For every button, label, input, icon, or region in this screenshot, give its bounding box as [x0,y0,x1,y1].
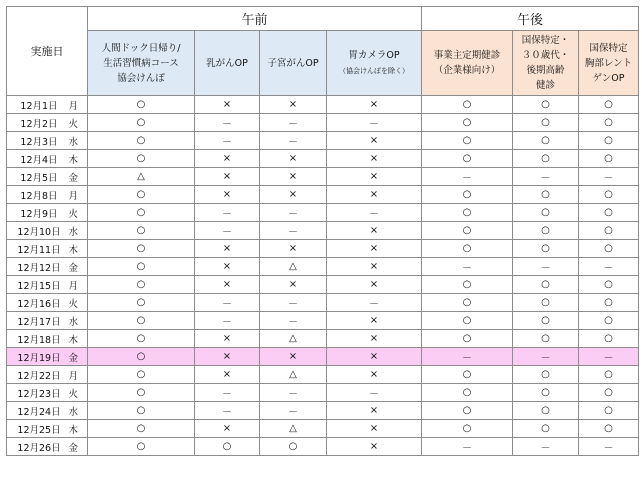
availability-cell: ○ [579,150,639,168]
availability-cell: × [260,150,327,168]
availability-cell: × [327,240,422,258]
table-row [7,402,639,420]
availability-cell: ○ [513,276,579,294]
schedule-table [6,6,639,456]
date-cell [7,438,88,456]
date-label: 12月16日 [17,298,61,310]
am-column-header-1 [195,31,260,96]
availability-cell: × [260,240,327,258]
availability-cell: － [579,438,639,456]
availability-cell: － [327,114,422,132]
weekday-label: 金 [68,262,78,274]
availability-cell: × [327,186,422,204]
availability-cell: ○ [88,222,195,240]
availability-cell: △ [260,258,327,276]
availability-cell: － [422,348,513,366]
date-cell [7,258,88,276]
weekday-label: 水 [68,406,78,418]
date-cell [7,114,88,132]
weekday-label: 月 [68,370,78,382]
column-header-line: ３０歳代・ [521,50,570,61]
availability-cell: ○ [88,366,195,384]
table-row [7,312,639,330]
weekday-label: 火 [68,388,78,400]
availability-cell: × [260,186,327,204]
availability-cell: ○ [422,402,513,420]
availability-cell: ○ [88,384,195,402]
weekday-label: 水 [68,226,78,238]
table-row [7,114,639,132]
availability-cell: ○ [88,132,195,150]
availability-cell: ○ [579,222,639,240]
availability-cell: ○ [513,204,579,222]
availability-cell: ○ [579,330,639,348]
availability-cell: ○ [513,114,579,132]
availability-cell: － [579,348,639,366]
availability-cell: ○ [422,312,513,330]
column-header-line: 生活習慣病コース [103,57,179,69]
availability-cell: ○ [88,276,195,294]
availability-cell: ○ [579,294,639,312]
column-header-line: 胃カメラOP [348,49,400,61]
availability-cell: － [195,204,260,222]
availability-cell: × [327,222,422,240]
availability-cell: － [195,294,260,312]
column-header-line: 乳がんOP [206,57,248,69]
availability-cell: ○ [513,294,579,312]
column-header-line: ゲンOP [592,72,625,84]
availability-cell: － [327,294,422,312]
am-group-header: 午前 [88,7,422,31]
availability-cell: － [195,222,260,240]
availability-cell: ○ [88,96,195,114]
date-cell [7,402,88,420]
availability-cell: × [195,96,260,114]
availability-cell: － [260,384,327,402]
date-label: 12月24日 [17,406,61,418]
availability-cell: ○ [579,312,639,330]
availability-cell: ○ [422,276,513,294]
date-cell [7,384,88,402]
weekday-label: 月 [68,190,78,202]
table-row [7,258,639,276]
availability-cell: － [195,132,260,150]
weekday-label: 火 [68,298,78,310]
table-header [7,7,639,96]
availability-cell: ○ [88,438,195,456]
availability-cell: － [195,402,260,420]
availability-cell: △ [88,168,195,186]
availability-cell: ○ [513,96,579,114]
availability-cell: － [260,294,327,312]
availability-cell: － [513,168,579,186]
column-header-note: （協会けんぽを除く） [339,66,409,75]
availability-cell: × [260,348,327,366]
date-cell [7,312,88,330]
date-label: 12月1日 [20,100,58,112]
availability-cell: × [327,276,422,294]
header-group-row [7,7,639,31]
header-columns-row [7,31,639,96]
availability-cell: × [327,366,422,384]
availability-cell: × [260,96,327,114]
weekday-label: 水 [68,316,78,328]
pm-column-header-0 [422,31,513,96]
availability-cell: ○ [513,384,579,402]
column-header-line: （企業様向け） [433,65,501,76]
pm-group-header: 午後 [422,7,639,31]
availability-cell: ○ [513,132,579,150]
availability-cell: ○ [260,438,327,456]
availability-cell: × [327,420,422,438]
am-column-header-2 [260,31,327,96]
weekday-label: 木 [68,334,78,346]
availability-cell: ○ [422,114,513,132]
table-row [7,294,639,312]
date-label: 12月3日 [20,136,58,148]
date-cell [7,96,88,114]
table-row [7,186,639,204]
date-label: 12月26日 [17,442,61,454]
availability-cell: － [513,258,579,276]
availability-cell: ○ [195,438,260,456]
date-label: 12月15日 [17,280,61,292]
availability-cell: ○ [422,204,513,222]
column-header-line: 人間ドック日帰り/ [101,42,181,54]
availability-cell: △ [260,330,327,348]
availability-cell: － [260,222,327,240]
availability-cell: － [422,168,513,186]
table-row [7,384,639,402]
weekday-label: 火 [68,208,78,220]
availability-cell: ○ [422,150,513,168]
availability-cell: ○ [422,366,513,384]
date-cell [7,168,88,186]
weekday-label: 木 [68,244,78,256]
availability-cell: ○ [88,402,195,420]
availability-cell: × [195,330,260,348]
date-cell [7,132,88,150]
availability-cell: × [327,438,422,456]
weekday-label: 金 [68,172,78,184]
table-row [7,276,639,294]
availability-cell: － [327,384,422,402]
availability-cell: － [513,348,579,366]
availability-cell: － [195,384,260,402]
availability-cell: ○ [88,348,195,366]
availability-cell: × [327,330,422,348]
availability-cell: ○ [88,186,195,204]
date-label: 12月9日 [20,208,58,220]
availability-cell: × [195,150,260,168]
availability-cell: × [327,348,422,366]
availability-cell: ○ [422,132,513,150]
availability-cell: × [327,312,422,330]
column-header-line: 国保特定・ [521,35,570,46]
availability-cell: × [195,186,260,204]
table-body [7,96,639,456]
column-header-line: 子宮がんOP [267,57,319,69]
availability-cell: ○ [422,384,513,402]
availability-cell: ○ [422,240,513,258]
table-row [7,438,639,456]
availability-cell: ○ [513,402,579,420]
date-cell [7,204,88,222]
availability-cell: × [260,168,327,186]
availability-cell: × [327,132,422,150]
date-cell [7,420,88,438]
availability-cell: ○ [579,276,639,294]
date-column-header: 実施日 [7,7,88,96]
availability-cell: ○ [88,312,195,330]
availability-cell: × [327,258,422,276]
table-row [7,96,639,114]
date-label: 12月23日 [17,388,61,400]
availability-cell: × [195,240,260,258]
table-row [7,240,639,258]
availability-cell: ○ [579,420,639,438]
availability-cell: ○ [422,420,513,438]
date-cell [7,330,88,348]
am-column-header-3 [327,31,422,96]
table-row [7,366,639,384]
column-header-line: 協会けんぽ [117,72,165,84]
pm-column-header-2 [579,31,639,96]
availability-cell: △ [260,366,327,384]
availability-cell: × [195,420,260,438]
date-cell [7,276,88,294]
availability-cell: ○ [88,330,195,348]
availability-cell: ○ [422,222,513,240]
availability-cell: － [422,258,513,276]
availability-cell: ○ [579,240,639,258]
column-header-line: 事業主定期健診 [433,50,501,61]
weekday-label: 月 [68,100,78,112]
availability-cell: － [579,168,639,186]
date-label: 12月18日 [17,334,61,346]
availability-cell: － [260,204,327,222]
date-cell [7,294,88,312]
availability-cell: ○ [422,330,513,348]
date-cell [7,150,88,168]
date-cell [7,240,88,258]
date-label: 12月10日 [17,226,61,238]
availability-cell: ○ [88,114,195,132]
column-header-line: 健診 [535,80,555,91]
availability-cell: × [327,96,422,114]
availability-cell: ○ [88,258,195,276]
weekday-label: 金 [68,442,78,454]
column-header-line: 後期高齢 [526,65,565,76]
availability-cell: ○ [513,150,579,168]
availability-cell: ○ [513,420,579,438]
availability-cell: － [260,312,327,330]
availability-cell: － [260,114,327,132]
availability-cell: × [327,150,422,168]
date-label: 12月5日 [20,172,58,184]
table-row [7,204,639,222]
table-row [7,330,639,348]
date-label: 12月11日 [17,244,61,256]
availability-cell: ○ [88,204,195,222]
date-cell [7,348,88,366]
availability-cell: ○ [579,96,639,114]
availability-cell: × [195,366,260,384]
date-label: 12月4日 [20,154,58,166]
table-row [7,420,639,438]
pm-column-header-1 [513,31,579,96]
date-label: 12月22日 [17,370,61,382]
availability-cell: × [195,276,260,294]
date-label: 12月2日 [20,118,58,130]
date-label: 12月19日 [17,352,61,364]
date-cell [7,186,88,204]
availability-cell: ○ [422,294,513,312]
date-cell [7,222,88,240]
availability-cell: － [195,312,260,330]
availability-cell: ○ [579,402,639,420]
table-row [7,348,639,366]
date-label: 12月12日 [17,262,61,274]
availability-cell: × [260,276,327,294]
availability-cell: × [327,402,422,420]
availability-cell: × [195,168,260,186]
weekday-label: 金 [68,352,78,364]
availability-cell: ○ [579,204,639,222]
availability-cell: － [513,438,579,456]
availability-cell: ○ [513,240,579,258]
table-row [7,132,639,150]
availability-cell: ○ [513,366,579,384]
availability-cell: ○ [513,186,579,204]
availability-cell: － [422,438,513,456]
weekday-label: 月 [68,280,78,292]
availability-cell: × [195,258,260,276]
availability-cell: ○ [513,312,579,330]
table-row [7,150,639,168]
availability-cell: ○ [579,366,639,384]
availability-cell: － [260,402,327,420]
availability-cell: × [327,168,422,186]
weekday-label: 火 [68,118,78,130]
availability-cell: ○ [579,114,639,132]
column-header-line: 国保特定 [589,42,628,54]
availability-cell: ○ [422,186,513,204]
availability-cell: ○ [88,420,195,438]
availability-cell: × [195,348,260,366]
date-label: 12月25日 [17,424,61,436]
date-cell [7,366,88,384]
availability-cell: ○ [579,132,639,150]
date-label: 12月17日 [17,316,61,328]
availability-cell: △ [260,420,327,438]
table-row [7,222,639,240]
weekday-label: 水 [68,136,78,148]
availability-cell: － [327,204,422,222]
weekday-label: 木 [68,154,78,166]
am-column-header-0 [88,31,195,96]
availability-cell: ○ [513,330,579,348]
availability-cell: － [579,258,639,276]
date-label: 12月8日 [20,190,58,202]
availability-cell: ○ [513,222,579,240]
availability-cell: － [260,132,327,150]
availability-cell: ○ [422,96,513,114]
availability-cell: ○ [88,150,195,168]
availability-cell: ○ [88,294,195,312]
table-row [7,168,639,186]
availability-cell: ○ [88,240,195,258]
weekday-label: 木 [68,424,78,436]
availability-cell: ○ [579,384,639,402]
availability-cell: ○ [579,186,639,204]
column-header-line: 胸部レント [584,57,633,69]
availability-cell: － [195,114,260,132]
